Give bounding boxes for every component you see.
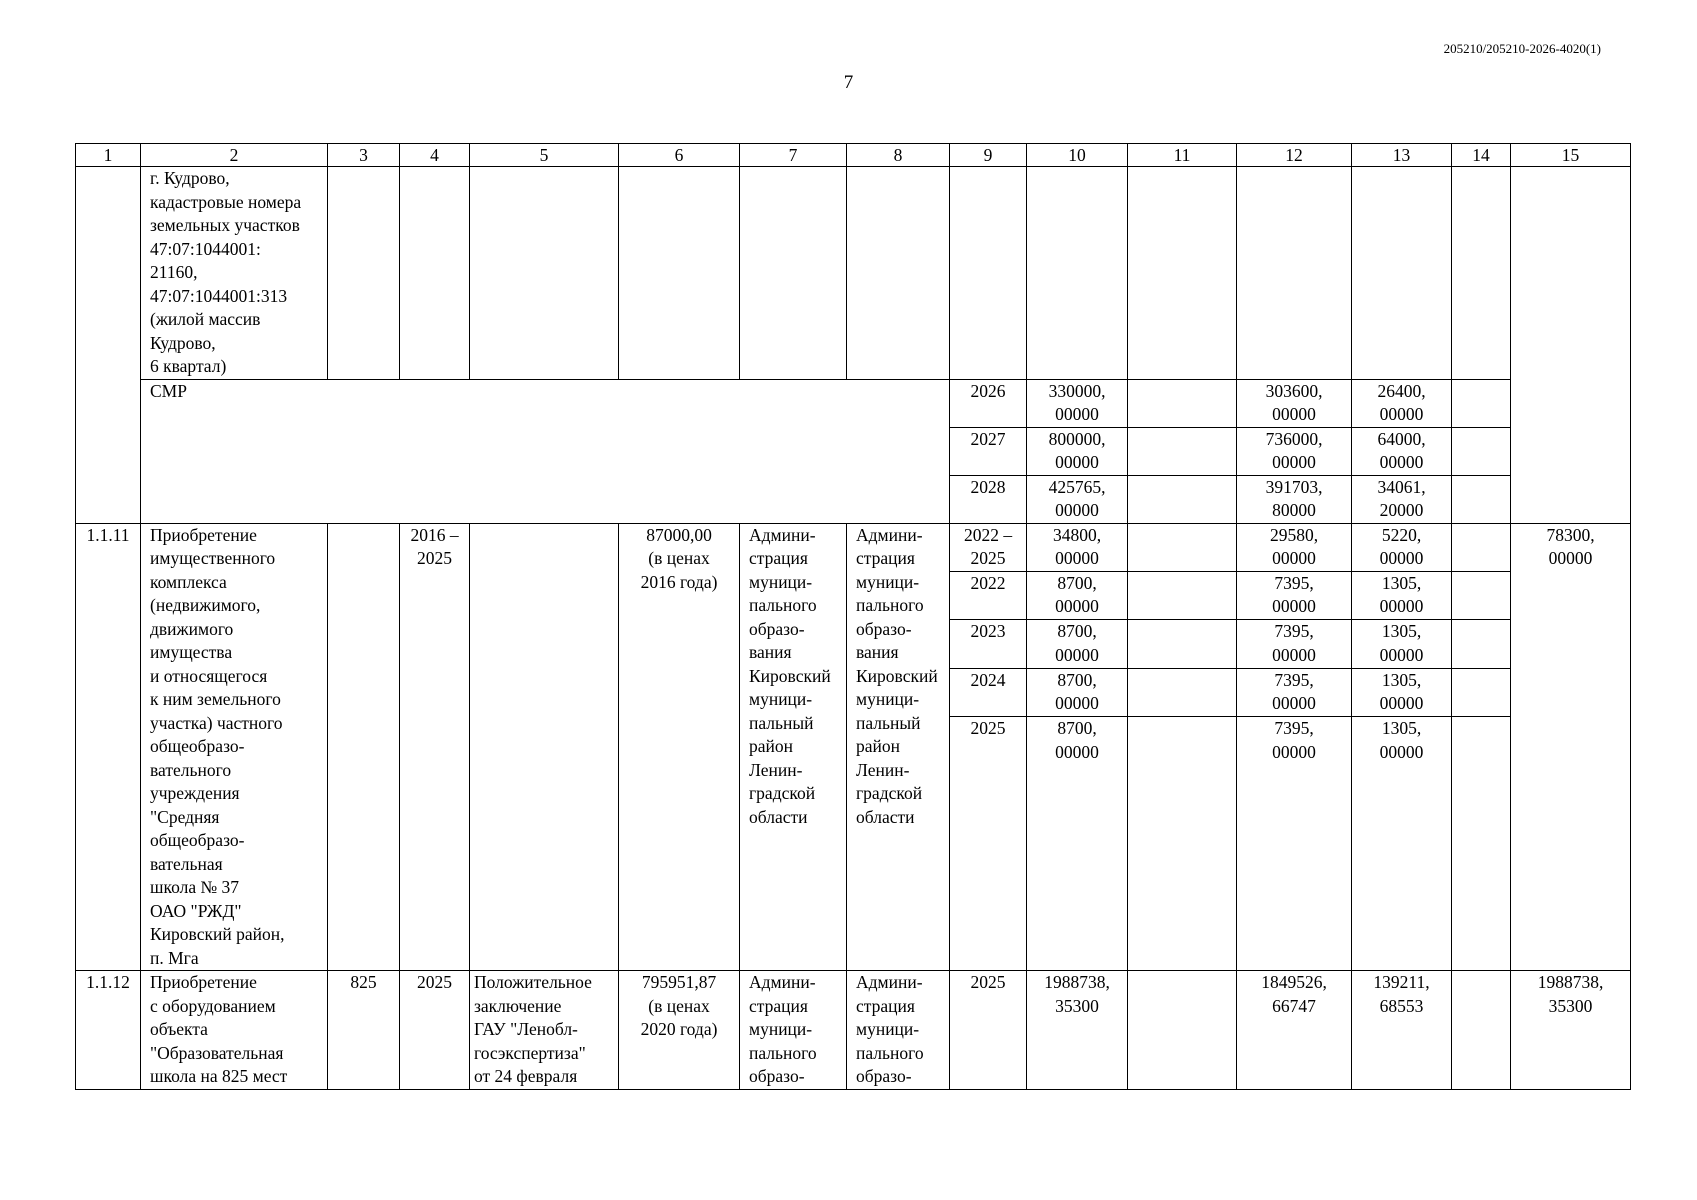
amount-cell: 1305, 00000	[1352, 620, 1452, 668]
amount-cell: 29580, 00000	[1237, 523, 1352, 571]
column-header: 4	[400, 144, 470, 167]
customer-cell: Админи- страция муници- пального образо- вания Кировский муници- пальный район Ленин- градской области	[740, 523, 847, 971]
object-name-cell: Приобретение имущественного комплекса (недвижимого, движимого имущества и относящегося к ним земельного участка) частного общеобразо- вательного учреждения "Средняя общеобразо- вательная школа № 37 ОАО "РЖД" Кировский район, п. Мга	[141, 523, 328, 971]
table-row	[76, 379, 1631, 427]
cell	[1128, 571, 1237, 619]
object-name-cell: г. Кудрово, кадастровые номера земельных участков 47:07:1044001: 21160, 47:07:1044001:313 (жилой массив Кудрово, 6 квартал)	[141, 167, 328, 380]
year-cell: 2026	[950, 379, 1027, 427]
amount-cell: 736000, 00000	[1237, 427, 1352, 475]
cell	[1452, 523, 1511, 571]
column-header-row	[76, 144, 1631, 167]
cell	[1452, 475, 1511, 523]
cell	[1452, 620, 1511, 668]
year-cell: 2022 – 2025	[950, 523, 1027, 571]
total-cell: 8700, 00000	[1027, 668, 1128, 716]
document-id: 205210/205210-2026-4020(1)	[1443, 41, 1601, 56]
column-header: 1	[76, 144, 141, 167]
total-cell: 800000, 00000	[1027, 427, 1128, 475]
cell	[1128, 523, 1237, 571]
cell	[1452, 379, 1511, 427]
period-cell: 2016 – 2025	[400, 523, 470, 971]
year-cell: 2025	[950, 971, 1027, 1090]
column-header: 5	[470, 144, 619, 167]
recipient-cell: Админи- страция муници- пального образо-	[847, 971, 950, 1090]
main-table	[75, 143, 1631, 1090]
cell	[1027, 167, 1128, 380]
cell	[1237, 167, 1352, 380]
cell	[1128, 620, 1237, 668]
amount-cell: 7395, 00000	[1237, 620, 1352, 668]
cell	[1128, 971, 1237, 1090]
amount-cell: 391703, 80000	[1237, 475, 1352, 523]
period-cell: 2025	[400, 971, 470, 1090]
cost-cell: 87000,00 (в ценах 2016 года)	[619, 523, 740, 971]
cell	[141, 427, 950, 475]
amount-cell: 1305, 00000	[1352, 668, 1452, 716]
year-cell: 2024	[950, 668, 1027, 716]
total-cell: 425765, 00000	[1027, 475, 1128, 523]
cell	[619, 167, 740, 380]
cell	[141, 475, 950, 523]
row-number-cell: 1.1.12	[76, 971, 141, 1090]
cell	[1128, 379, 1237, 427]
column-header: 10	[1027, 144, 1128, 167]
cell	[1128, 717, 1237, 971]
amount-cell: 1849526, 66747	[1237, 971, 1352, 1090]
year-cell: 2022	[950, 571, 1027, 619]
cell	[1128, 427, 1237, 475]
cell	[1128, 475, 1237, 523]
total-cell: 330000, 00000	[1027, 379, 1128, 427]
cell	[1128, 167, 1237, 380]
total-cell: 8700, 00000	[1027, 571, 1128, 619]
column-header: 12	[1237, 144, 1352, 167]
table-row	[76, 427, 1631, 475]
cell	[1452, 668, 1511, 716]
total-cell: 1988738, 35300	[1027, 971, 1128, 1090]
column-header: 2	[141, 144, 328, 167]
year-cell: 2025	[950, 717, 1027, 971]
cell	[1452, 571, 1511, 619]
cell	[1452, 427, 1511, 475]
cell	[470, 167, 619, 380]
cell	[1511, 167, 1631, 524]
amount-cell: 34061, 20000	[1352, 475, 1452, 523]
page-number: 7	[843, 72, 854, 93]
amount-cell: 7395, 00000	[1237, 571, 1352, 619]
cell	[328, 167, 400, 380]
cell	[1452, 717, 1511, 971]
recipient-cell: Админи- страция муници- пального образо- вания Кировский муници- пальный район Ленин- градской области	[847, 523, 950, 971]
total-cell: 8700, 00000	[1027, 620, 1128, 668]
table-row	[76, 971, 1631, 1090]
smr-label: СМР	[141, 379, 950, 427]
cell	[1452, 971, 1511, 1090]
year-cell: 2027	[950, 427, 1027, 475]
cell	[740, 167, 847, 380]
cell	[400, 167, 470, 380]
cell	[1452, 167, 1511, 380]
cell	[950, 167, 1027, 380]
column-header: 11	[1128, 144, 1237, 167]
total-cell: 8700, 00000	[1027, 717, 1128, 971]
column-header: 8	[847, 144, 950, 167]
amount-cell: 5220, 00000	[1352, 523, 1452, 571]
amount-cell: 7395, 00000	[1237, 668, 1352, 716]
capacity-cell: 825	[328, 971, 400, 1090]
column-header: 14	[1452, 144, 1511, 167]
documentation-cell	[470, 523, 619, 971]
documentation-cell: Положительное заключение ГАУ "Ленобл- госэкспертиза" от 24 февраля	[470, 971, 619, 1090]
cell	[1352, 167, 1452, 380]
amount-cell: 139211, 68553	[1352, 971, 1452, 1090]
amount-cell: 78300, 00000	[1511, 523, 1631, 971]
cost-cell: 795951,87 (в ценах 2020 года)	[619, 971, 740, 1090]
table-row	[76, 475, 1631, 523]
amount-cell: 1305, 00000	[1352, 717, 1452, 971]
amount-cell: 26400, 00000	[1352, 379, 1452, 427]
total-cell: 34800, 00000	[1027, 523, 1128, 571]
column-header: 9	[950, 144, 1027, 167]
capacity-cell	[328, 523, 400, 971]
table-row	[76, 167, 1631, 380]
cell	[847, 167, 950, 380]
column-header: 6	[619, 144, 740, 167]
column-header: 3	[328, 144, 400, 167]
column-header: 7	[740, 144, 847, 167]
amount-cell: 1305, 00000	[1352, 571, 1452, 619]
year-cell: 2028	[950, 475, 1027, 523]
table-row	[76, 523, 1631, 571]
column-header: 15	[1511, 144, 1631, 167]
amount-cell: 303600, 00000	[1237, 379, 1352, 427]
row-number-cell: 1.1.11	[76, 523, 141, 971]
amount-cell: 7395, 00000	[1237, 717, 1352, 971]
row-number-cell	[76, 167, 141, 524]
amount-cell: 1988738, 35300	[1511, 971, 1631, 1090]
amount-cell: 64000, 00000	[1352, 427, 1452, 475]
year-cell: 2023	[950, 620, 1027, 668]
column-header: 13	[1352, 144, 1452, 167]
cell	[1128, 668, 1237, 716]
object-name-cell: Приобретение с оборудованием объекта "Образовательная школа на 825 мест	[141, 971, 328, 1090]
customer-cell: Админи- страция муници- пального образо-	[740, 971, 847, 1090]
